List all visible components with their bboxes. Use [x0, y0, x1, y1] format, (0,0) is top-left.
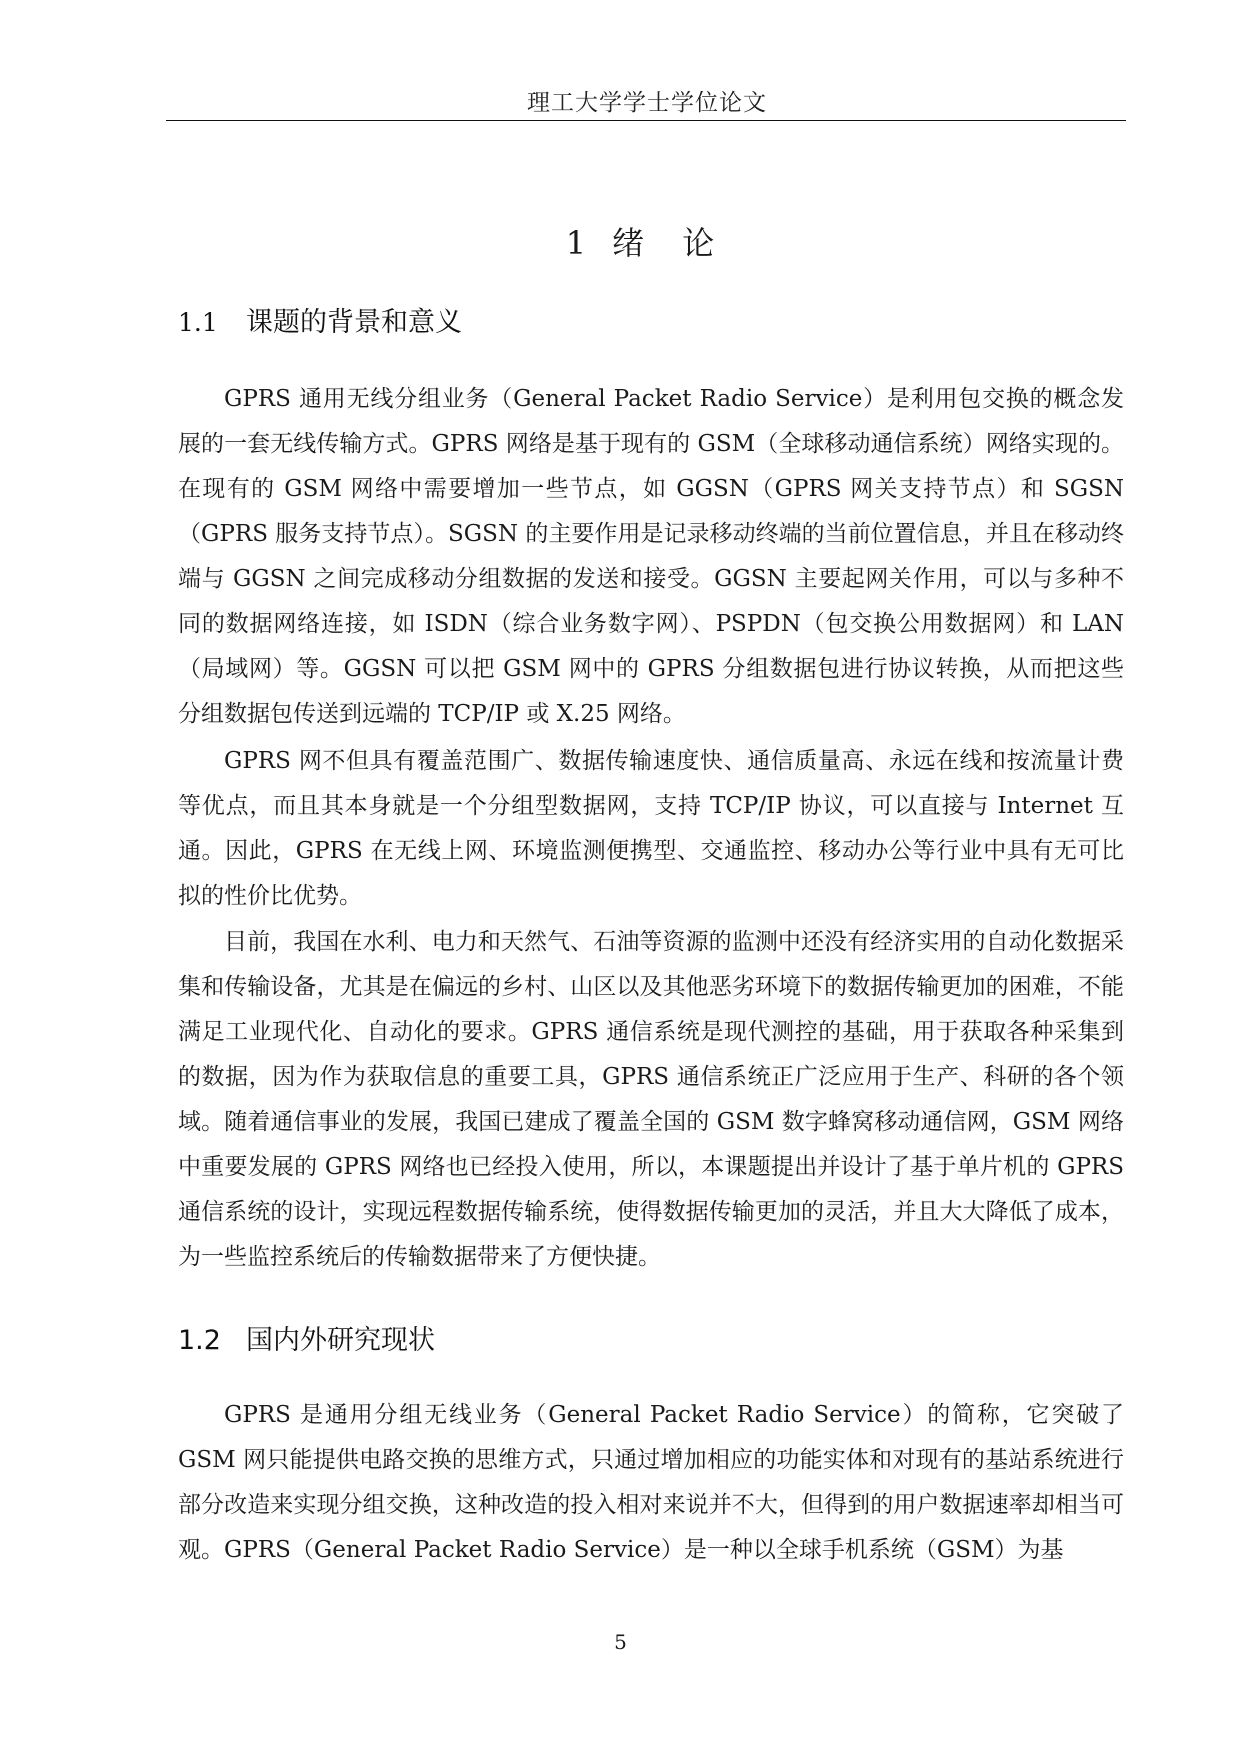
section-number: 1.1 — [178, 308, 218, 337]
paragraph-gprs-intro: GPRS 通用无线分组业务（General Packet Radio Service）是利用包交换的概念发展的一套无线传输方式。GPRS 网络是基于现有的 GSM（全球移动通信系统）网络实现的。在现有的 GSM 网络中需要增加一些节点，如 GGSN（GPRS 网关支持节点）和 SGSN（GPRS 服务支持节点）。SGSN 的主要作用是记录移动终端的当前位置信息，并且在移动终端与 GGSN 之间完成移动分组数据的发送和接受。GGSN 主要起网关作用，可以与多种不同的数据网络连接，如 ISDN（综合业务数字网）、PSPDN（包交换公用数据网）和 LAN（局域网）等。GGSN 可以把 GSM 网中的 GPRS 分组数据包进行协议转换，从而把这些分组数据包传送到远端的 TCP/IP 或 X.25 网络。 — [178, 386, 1124, 727]
paragraph-motivation: 目前，我国在水利、电力和天然气、石油等资源的监测中还没有经济实用的自动化数据采集和传输设备，尤其是在偏远的乡村、山区以及其他恶劣环境下的数据传输更加的困难，不能满足工业现代化、自动化的要求。GPRS 通信系统是现代测控的基础，用于获取各种采集到的数据，因为作为获取信息的重要工具，GPRS 通信系统正广泛应用于生产、科研的各个领域。随着通信事业的发展，我国已建成了覆盖全国的 GSM 数字蜂窝移动通信网，GSM 网络中重要发展的 GPRS 网络也已经投入使用，所以，本课题提出并设计了基于单片机的 GPRS 通信系统的设计，实现远程数据传输系统，使得数据传输更加的灵活，并且大大降低了成本，为一些监控系统后的传输数据带来了方便快捷。 — [178, 929, 1124, 1270]
chapter-name: 绪 论 — [612, 224, 729, 262]
section-number: 1.2 — [178, 1325, 221, 1356]
section-title: 课题的背景和意义 — [246, 307, 462, 338]
chapter-title — [168, 218, 1126, 264]
header-rule — [166, 120, 1126, 121]
section-heading-1-2 — [178, 1318, 435, 1357]
page-number: 5 — [614, 1630, 627, 1654]
paragraph-gprs-advantages: GPRS 网不但具有覆盖范围广、数据传输速度快、通信质量高、永远在线和按流量计费等优点，而且其本身就是一个分组型数据网，支持 TCP/IP 协议，可以直接与 Internet 互通。因此，GPRS 在无线上网、环境监测便携型、交通监控、移动办公等行业中具有无可比拟的性价比优势。 — [178, 748, 1124, 909]
section-title: 国内外研究现状 — [246, 1325, 435, 1356]
running-header: 理工大学学士学位论文 — [527, 90, 767, 116]
section-heading-1-1 — [178, 300, 462, 339]
chapter-number: 1 — [565, 224, 589, 262]
paragraph-research-status: GPRS 是通用分组无线业务（General Packet Radio Service）的简称，它突破了 GSM 网只能提供电路交换的思维方式，只通过增加相应的功能实体和对现有的基站系统进行部分改造来实现分组交换，这种改造的投入相对来说并不大，但得到的用户数据速率却相当可观。GPRS（General Packet Radio Service）是一种以全球手机系统（GSM）为基 — [178, 1402, 1124, 1563]
